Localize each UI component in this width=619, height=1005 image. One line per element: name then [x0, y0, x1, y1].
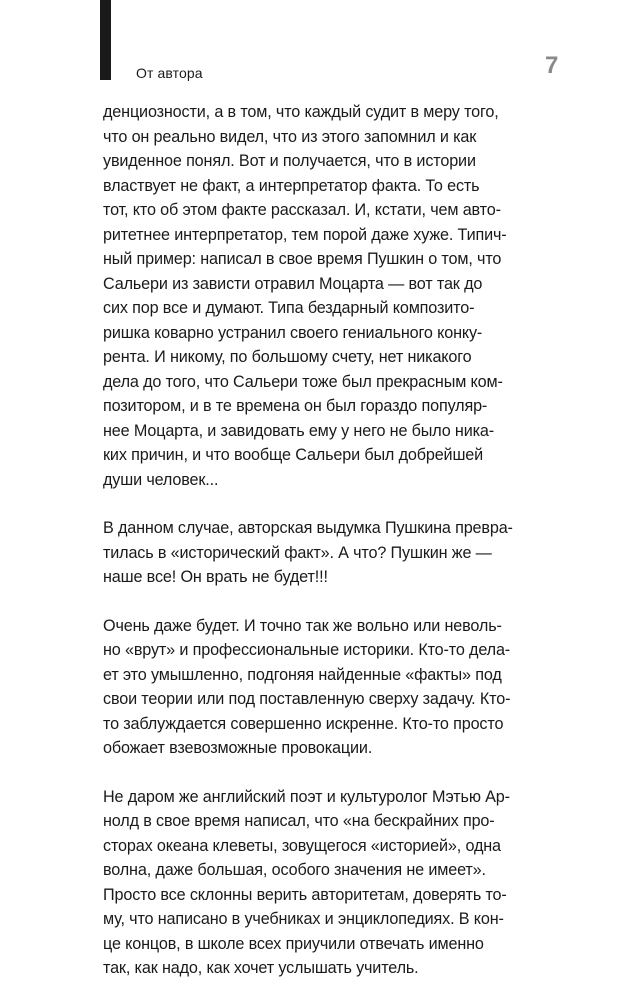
text-line: Не даром же английский поэт и культуролог Мэтью Ар- [103, 787, 510, 806]
text-line: то заблуждается совершенно искренне. Кто-то просто [103, 714, 504, 733]
text-line: ришка коварно устранил своего гениального конку- [103, 323, 483, 342]
text-line: тот, кто об этом факте рассказал. И, кстати, чем авто- [103, 201, 501, 219]
header-rule-bar [100, 0, 111, 80]
text-line: увиденное понял. Вот и получается, что в истории [103, 152, 476, 170]
text-line: ет это умышленно, подгоняя найденные «факты» под [103, 665, 502, 684]
text-line: ный пример: написал в свое время Пушкин о том, что [103, 250, 502, 268]
text-line: Сальери из зависти отравил Моцарта — вот так до [103, 274, 483, 293]
text-line: ритетнее интерпретатор, тем порой даже хуже. Типич- [103, 225, 507, 244]
text-line: дела до того, что Сальери тоже был прекрасным ком- [103, 372, 503, 391]
text-line: це концов, в школе всех приучили отвечать именно [103, 934, 484, 953]
text-line: ких причин, и что вообще Сальери был добрейшей [103, 446, 484, 464]
text-line: так, как надо, как хочет услышать учитель. [103, 959, 419, 977]
text-line: нее Моцарта, и завидовать ему у него не было ника- [103, 421, 494, 440]
text-line: тилась в «исторический факт». А что? Пушкин же — [103, 543, 492, 562]
text-line: Очень даже будет. И точно так же вольно или неволь- [103, 616, 502, 635]
text-line: свои теории или под поставленную сверху задачу. Кто- [103, 690, 511, 708]
running-head: От автора [136, 65, 203, 81]
text-line: волна, даже большая, особого значения не имеет». [103, 861, 486, 879]
text-line: что он реально видел, что из этого запомнил и как [103, 127, 477, 146]
paragraph-3 [103, 614, 533, 761]
text-line: позитором, и в те времена он был гораздо популяр- [103, 397, 488, 415]
text-line: обожает взевозможные провокации. [103, 739, 373, 757]
text-line: но «врут» и профессиональные историки. Кто-то дела- [103, 641, 511, 659]
text-line: нолд в свое время написал, что «на бескрайних про- [103, 812, 495, 830]
text-line: наше все! Он врать не будет!!! [103, 568, 328, 586]
text-line: денциозности, а в том, что каждый судит в меру того, [103, 103, 499, 121]
text-line: души человек... [103, 470, 219, 489]
text-line: рента. И никому, по большому счету, нет никакого [103, 348, 472, 366]
text-line: Просто все склонны верить авторитетам, доверять то- [103, 885, 507, 904]
paragraph-4 [103, 785, 533, 981]
page-number: 7 [545, 52, 559, 79]
paragraph-1 [103, 100, 533, 492]
text-line: В данном случае, авторская выдумка Пушкина превра- [103, 519, 513, 537]
text-line: сторах океана клеветы, зовущегося «историей», одна [103, 836, 501, 855]
text-line: сих пор все и думают. Типа бездарный композито- [103, 299, 475, 317]
text-line: му, что написано в учебниках и энциклопедиях. В кон- [103, 910, 504, 928]
paragraph-2 [103, 516, 533, 590]
text-line: властвует не факт, а интерпретатор факта. То есть [103, 176, 480, 195]
body-text [103, 100, 533, 1005]
